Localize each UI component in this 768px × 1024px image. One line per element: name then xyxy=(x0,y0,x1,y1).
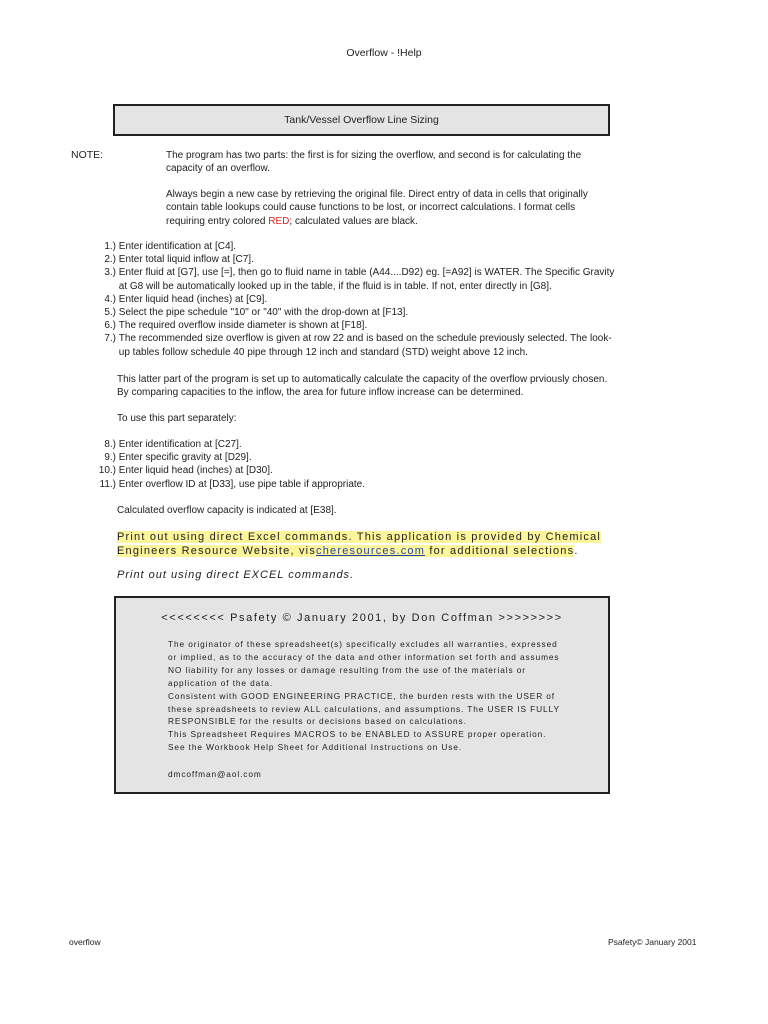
latter-part-paragraph: This latter part of the program is set up to automatically calculate the capacity of the overflow prviously chosen. By comparing capacities to the inflow, the area for future inflow increase can be determined. xyxy=(117,374,608,399)
steps-list-capacity xyxy=(80,438,620,491)
list-item xyxy=(80,332,620,358)
steps-list-sizing xyxy=(80,240,620,359)
highlight-text: Print out using direct Excel commands. This application is provided by Chemical Engineers Resource Website, vis xyxy=(117,531,602,557)
note-p2-end: ; calculated values are black. xyxy=(289,215,418,227)
list-item xyxy=(80,240,620,253)
step-number: 1.) xyxy=(104,241,116,252)
step-number: 10.) xyxy=(98,465,116,477)
list-item xyxy=(80,451,620,464)
step-text: Enter liquid head (inches) at [D30]. xyxy=(118,465,273,477)
step-number: 6.) xyxy=(104,320,116,332)
list-item xyxy=(80,464,620,477)
step-number: 2.) xyxy=(104,254,116,266)
footer-sheet-name: overflow xyxy=(69,937,101,947)
capacity-note: Calculated overflow capacity is indicated at [E38]. xyxy=(117,505,337,516)
highlighted-print-note xyxy=(117,530,627,558)
step-text: Enter overflow ID at [D33], use pipe table if appropriate. xyxy=(118,478,366,490)
disclaimer-box xyxy=(114,596,610,794)
step-text: The required overflow inside diameter is shown at [F18]. xyxy=(118,320,368,332)
step-text: Enter specific gravity at [D29]. xyxy=(118,452,252,464)
note-label: NOTE: xyxy=(71,149,104,161)
step-number: 3.) xyxy=(104,267,116,279)
use-separately-label: To use this part separately: xyxy=(117,413,237,424)
cheresources-link[interactable]: cheresources.com xyxy=(316,545,426,557)
step-text: The recommended size overflow is given at row 22 and is based on the schedule previously selected. The look-up tables follow schedule 40 pipe through 12 inch and standard (STD) weight above 12 inch. xyxy=(118,333,612,358)
step-text: Enter identification at [C27]. xyxy=(118,439,242,450)
list-item xyxy=(80,266,620,292)
step-text: Enter identification at [C4]. xyxy=(118,241,237,252)
step-text: Select the pipe schedule "10" or "40" with the drop-down at [F13]. xyxy=(118,307,409,319)
list-item xyxy=(80,253,620,266)
step-number: 5.) xyxy=(104,307,116,319)
step-text: Enter total liquid inflow at [C7]. xyxy=(118,254,254,266)
step-number: 9.) xyxy=(104,452,116,464)
list-item xyxy=(80,438,620,451)
disclaimer-help: See the Workbook Help Sheet for Additional Instructions on Use. xyxy=(168,742,463,753)
title-box xyxy=(113,104,610,136)
step-text: Enter fluid at [G7], use [=], then go to fluid name in table (A44....D92) eg. [=A92] is WATER. The Specific Gravity at G8 will be automatically looked up in the table, if the fluid is in table. If not, enter directly in [G8]. xyxy=(118,267,615,292)
page-header: Overflow - !Help xyxy=(346,47,422,59)
disclaimer-body xyxy=(168,638,568,754)
step-number: 8.) xyxy=(104,439,116,450)
disclaimer-macros: This Spreadsheet Requires MACROS to be ENABLED to ASSURE proper operation. xyxy=(168,729,547,740)
page-title: Tank/Vessel Overflow Line Sizing xyxy=(284,114,439,126)
step-text: Enter liquid head (inches) at [C9]. xyxy=(118,293,268,305)
note-p2-text: Always begin a new case by retrieving the original file. Direct entry of data in cells that originally contain table lookups could cause functions to be lost, or incorrect calculations. I format cells requiring entry colored xyxy=(166,189,588,227)
note-paragraph-2 xyxy=(166,188,616,228)
step-number: 7.) xyxy=(104,333,116,345)
list-item xyxy=(80,306,620,319)
author-email: dmcoffman@aol.com xyxy=(168,769,262,779)
step-number: 4.) xyxy=(104,293,116,305)
note-paragraph-1: The program has two parts: the first is for sizing the overflow, and second is for calculating the capacity of an overflow. xyxy=(166,150,582,175)
red-label: RED xyxy=(268,215,290,227)
disclaimer-responsibility: Consistent with GOOD ENGINEERING PRACTICE, the burden rests with the USER of these spreadsheets to review ALL calculations, and assumptions. The USER IS FULLY RESPONSIBLE for the results or decisions based on calculations. xyxy=(168,690,560,727)
highlight-text-end: for additional selections xyxy=(425,545,575,557)
list-item xyxy=(80,293,620,306)
step-number: 11.) xyxy=(99,478,116,490)
list-item xyxy=(80,319,620,332)
list-item xyxy=(80,478,620,491)
print-note: Print out using direct EXCEL commands. xyxy=(117,569,355,581)
disclaimer-title: <<<<<<<< Psafety © January 2001, by Don Coffman >>>>>>>> xyxy=(161,612,563,624)
highlight-period: . xyxy=(574,545,579,557)
footer-copyright: Psafety© January 2001 xyxy=(608,937,697,947)
disclaimer-warranty: The originator of these spreadsheet(s) specifically excludes all warranties, expressed or implied, as to the accuracy of the data and other information set forth and assumes NO liability for any losses or damage resulting from the use of the materials or application of the data. xyxy=(168,639,560,688)
